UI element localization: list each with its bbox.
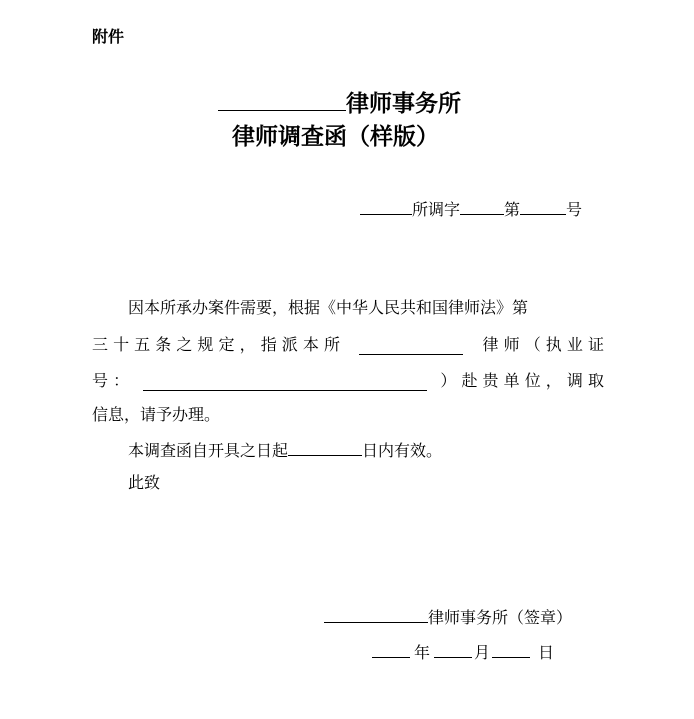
- ref-hao: 号: [566, 200, 583, 219]
- day-blank[interactable]: [492, 639, 530, 658]
- year-blank[interactable]: [372, 639, 410, 658]
- day-label: 日: [538, 643, 555, 662]
- ref-suo-diao-zi: 所调字: [412, 200, 461, 219]
- month-label: 月: [474, 643, 491, 662]
- month-blank[interactable]: [434, 639, 472, 658]
- signature-line: [324, 604, 572, 628]
- body-line-3: [92, 368, 604, 391]
- document-title-line1: [218, 84, 461, 118]
- body-line-4: 信息，请予办理。: [92, 405, 221, 424]
- ref-number-blank[interactable]: [520, 196, 566, 215]
- ref-year-blank[interactable]: [460, 196, 504, 215]
- license-number-blank[interactable]: [143, 372, 427, 391]
- ref-prefix-blank[interactable]: [360, 196, 412, 215]
- body-line-1-text: 因本所承办案件需要，根据《中华人民共和国律师法》第: [128, 298, 529, 317]
- body-line-2-start: 三 十 五 条 之 规 定 ， 指 派 本 所: [92, 335, 340, 354]
- validity-line: [128, 437, 442, 461]
- closing-line: 此致: [128, 473, 161, 492]
- date-line: [372, 639, 562, 663]
- signature-firm-blank[interactable]: [324, 604, 428, 623]
- validity-start: 本调查函自开具之日起: [128, 441, 289, 460]
- lawyer-name-blank[interactable]: [359, 336, 463, 355]
- year-label: 年: [414, 643, 431, 662]
- body-line-3-end: ） 赴 贵 单 位 ， 调 取: [440, 371, 604, 390]
- signature-firm-label: 律师事务所（签章）: [428, 608, 573, 627]
- document-title-line2: 律师调查函（样版）: [232, 124, 439, 150]
- validity-days-blank[interactable]: [288, 437, 362, 456]
- ref-di: 第: [504, 200, 521, 219]
- body-line-2-end: 律 师 （ 执 业 证: [482, 335, 604, 354]
- body-line-1: [92, 295, 604, 318]
- title-firm-suffix: 律师事务所: [346, 91, 461, 117]
- body-line-3-start: 号 ：: [92, 371, 130, 390]
- body-line-2: [92, 332, 604, 355]
- validity-end: 日内有效。: [362, 441, 443, 460]
- reference-number: [360, 196, 582, 220]
- attachment-label: 附件: [92, 27, 125, 46]
- law-firm-name-blank[interactable]: [218, 84, 346, 111]
